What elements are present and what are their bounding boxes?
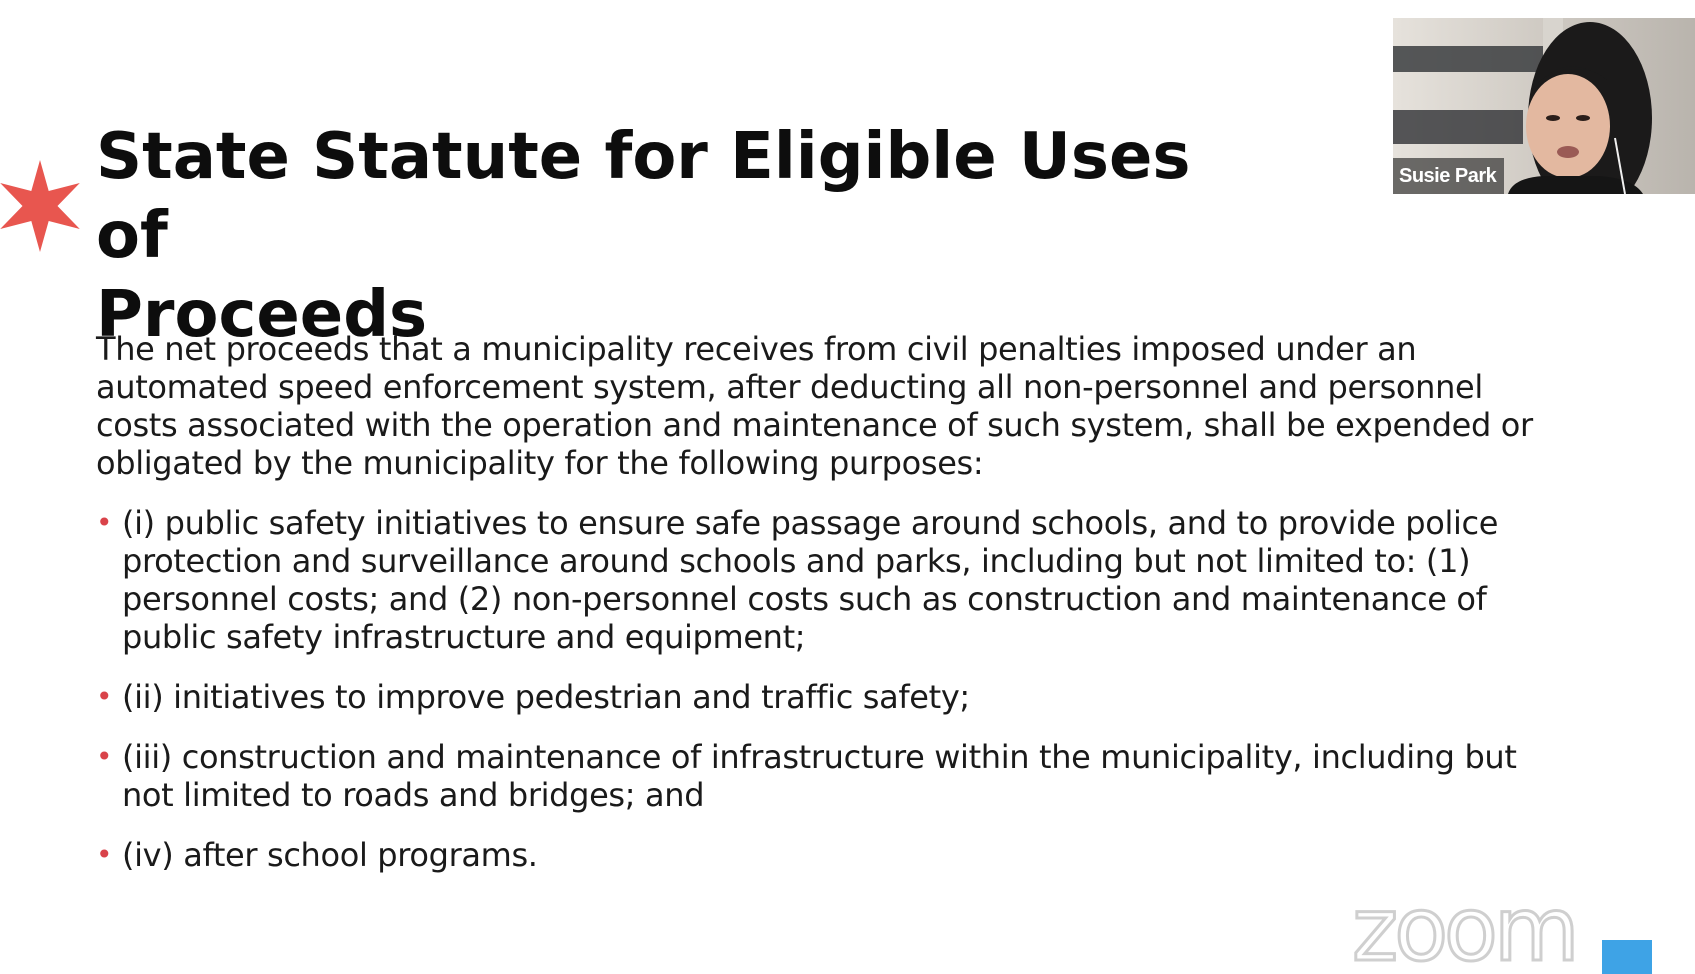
- purpose-bullet-list: [96, 504, 1556, 896]
- six-pointed-star-icon: [0, 160, 80, 252]
- bullet-text: (i) public safety initiatives to ensure safe passage around schools, and to provide police protection and surveillance around schools and parks, including but not limited to: (1) personnel costs; and (2) non-personnel costs such as construction and maintenance of public safety infrastructure and equipment;: [122, 504, 1499, 656]
- bullet-item-iii: [96, 738, 1556, 814]
- zoom-square-icon: [1602, 940, 1652, 974]
- bullet-dot-icon: •: [96, 838, 113, 871]
- bullet-text: (iv) after school programs.: [122, 836, 538, 874]
- slide-title: [96, 118, 1276, 355]
- slide-title-line-2: Proceeds: [96, 278, 428, 352]
- participant-video-tile[interactable]: [1393, 18, 1695, 194]
- bullet-item-iv: [96, 836, 1556, 874]
- bullet-dot-icon: •: [96, 740, 113, 773]
- bullet-dot-icon: •: [96, 506, 113, 539]
- participant-name-label: Susie Park: [1393, 158, 1504, 194]
- zoom-logo-text: zoom: [1352, 888, 1576, 974]
- bullet-text: (ii) initiatives to improve pedestrian and traffic safety;: [122, 678, 970, 716]
- zoom-watermark-logo: [1352, 888, 1652, 974]
- slide-title-line-1: State Statute for Eligible Uses of: [96, 120, 1191, 273]
- bullet-item-i: [96, 504, 1556, 656]
- bullet-item-ii: [96, 678, 1556, 716]
- bullet-text: (iii) construction and maintenance of infrastructure within the municipality, including but not limited to roads and bridges; and: [122, 738, 1517, 814]
- slide-intro-paragraph: The net proceeds that a municipality receives from civil penalties imposed under an automated speed enforcement system, after deducting all non-personnel and personnel costs associated with the operation and maintenance of such system, shall be expended or obligated by the municipality for the following purposes:: [96, 330, 1533, 482]
- bullet-dot-icon: •: [96, 680, 113, 713]
